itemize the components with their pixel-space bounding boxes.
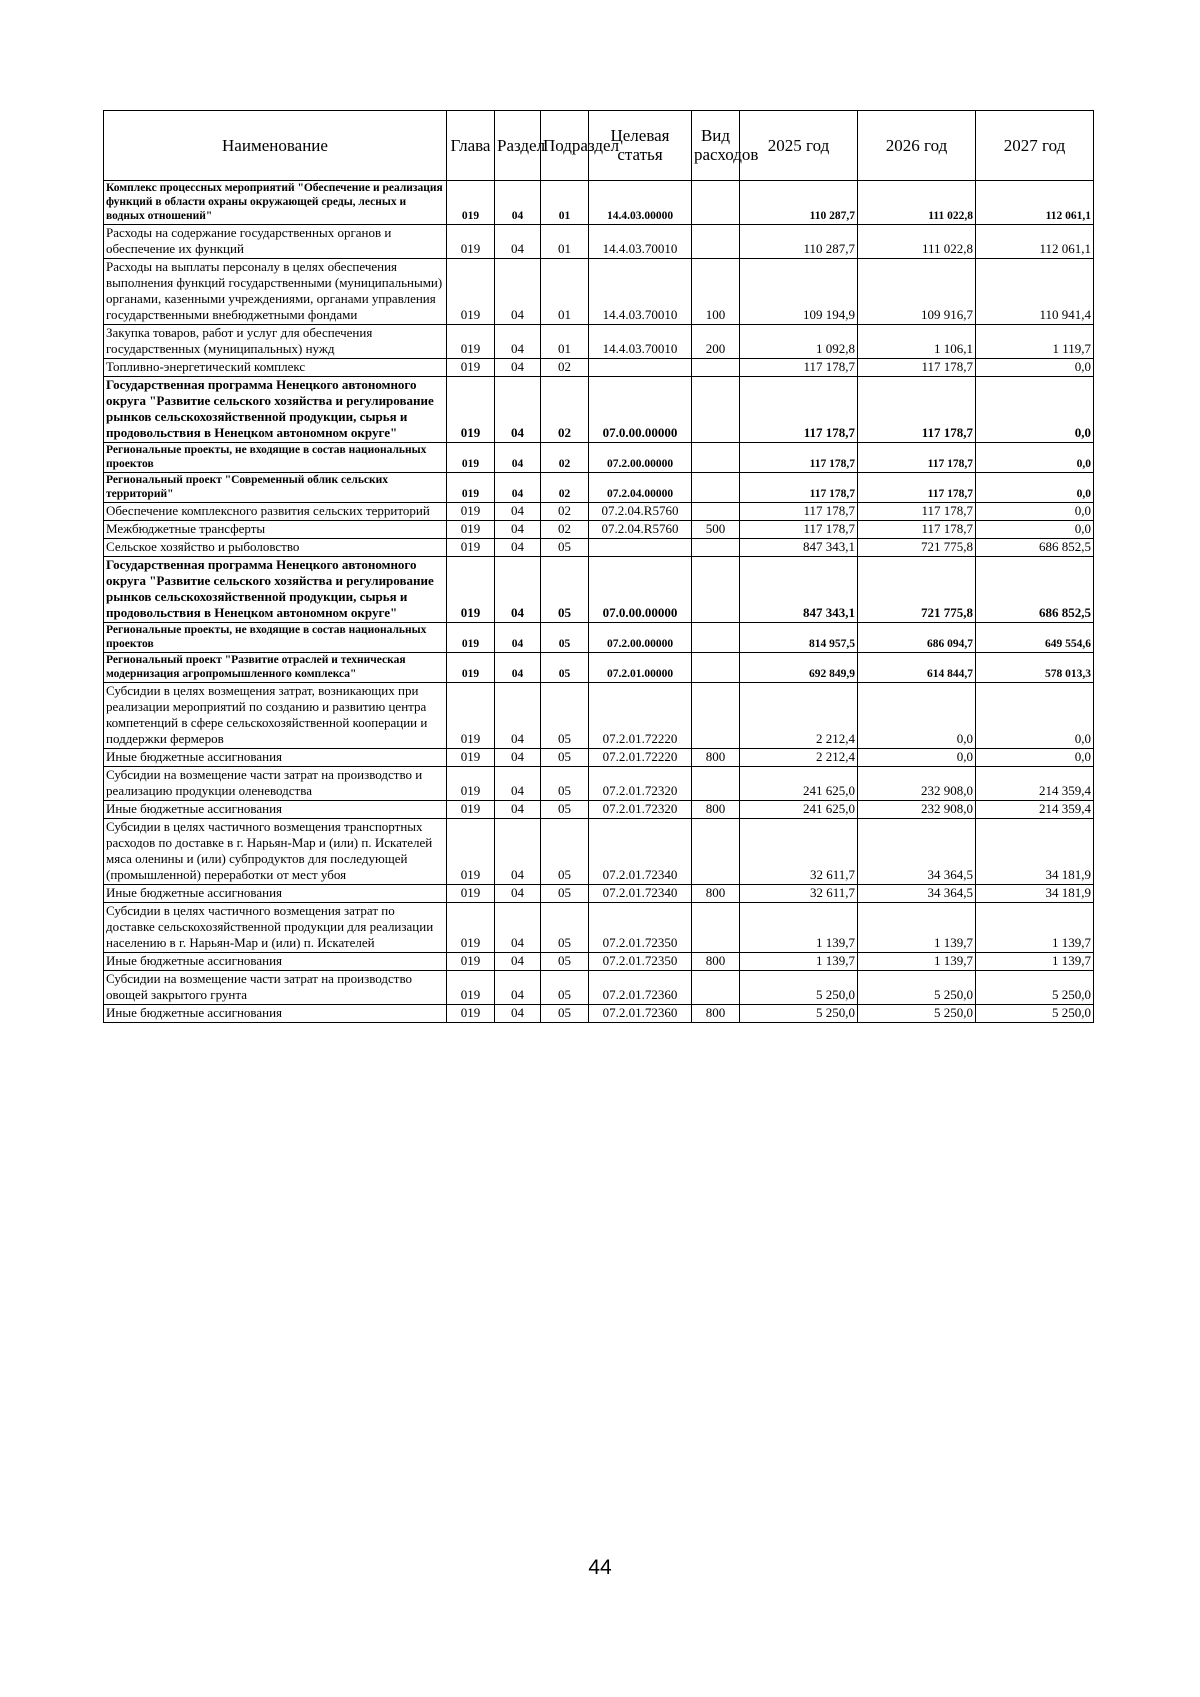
cell-2027: 1 139,7 — [976, 953, 1094, 971]
cell-2026: 117 178,7 — [858, 473, 976, 503]
cell-statya — [589, 539, 692, 557]
cell-2027: 578 013,3 — [976, 653, 1094, 683]
cell-name: Закупка товаров, работ и услуг для обеспечения государственных (муниципальных) нужд — [104, 325, 447, 359]
header-glava: Глава — [447, 111, 495, 181]
cell-2026: 117 178,7 — [858, 503, 976, 521]
cell-2025: 110 287,7 — [740, 181, 858, 225]
cell-statya: 14.4.03.70010 — [589, 325, 692, 359]
cell-podrazdel: 05 — [541, 539, 589, 557]
cell-2026: 232 908,0 — [858, 801, 976, 819]
cell-podrazdel: 02 — [541, 473, 589, 503]
cell-name: Расходы на выплаты персоналу в целях обеспечения выполнения функций государственными (муниципальными) органами, казенными учреждениями, органами управления государственными внебюджетными фондами — [104, 259, 447, 325]
cell-vid: 800 — [692, 749, 740, 767]
cell-podrazdel: 05 — [541, 653, 589, 683]
cell-name: Иные бюджетные ассигнования — [104, 749, 447, 767]
cell-statya: 07.2.01.72360 — [589, 971, 692, 1005]
cell-glava: 019 — [447, 953, 495, 971]
header-2026: 2026 год — [858, 111, 976, 181]
cell-statya: 07.0.00.00000 — [589, 557, 692, 623]
cell-razdel: 04 — [495, 503, 541, 521]
cell-2027: 110 941,4 — [976, 259, 1094, 325]
cell-podrazdel: 05 — [541, 1005, 589, 1023]
cell-razdel: 04 — [495, 767, 541, 801]
cell-2026: 34 364,5 — [858, 819, 976, 885]
table-row — [104, 473, 1094, 503]
cell-2025: 117 178,7 — [740, 503, 858, 521]
cell-2027: 0,0 — [976, 749, 1094, 767]
cell-2026: 1 139,7 — [858, 953, 976, 971]
cell-glava: 019 — [447, 623, 495, 653]
cell-vid: 100 — [692, 259, 740, 325]
cell-vid: 500 — [692, 521, 740, 539]
table-row — [104, 903, 1094, 953]
table-row — [104, 259, 1094, 325]
cell-name: Субсидии в целях частичного возмещения затрат по доставке сельскохозяйственной продукции для реализации населению в г. Нарьян-Мар и (или) п. Искателей — [104, 903, 447, 953]
cell-2027: 0,0 — [976, 443, 1094, 473]
cell-2027: 0,0 — [976, 359, 1094, 377]
cell-vid — [692, 819, 740, 885]
cell-glava: 019 — [447, 683, 495, 749]
cell-2026: 1 106,1 — [858, 325, 976, 359]
table-row — [104, 819, 1094, 885]
cell-2027: 1 139,7 — [976, 903, 1094, 953]
cell-vid — [692, 767, 740, 801]
cell-statya: 07.2.04.00000 — [589, 473, 692, 503]
page-number: 44 — [588, 1556, 612, 1579]
cell-name: Сельское хозяйство и рыболовство — [104, 539, 447, 557]
cell-glava: 019 — [447, 443, 495, 473]
cell-statya: 07.2.04.R5760 — [589, 521, 692, 539]
cell-name: Обеспечение комплексного развития сельских территорий — [104, 503, 447, 521]
cell-vid: 800 — [692, 801, 740, 819]
cell-podrazdel: 05 — [541, 767, 589, 801]
cell-statya: 14.4.03.00000 — [589, 181, 692, 225]
cell-name: Субсидии в целях частичного возмещения транспортных расходов по доставке в г. Нарьян-Мар и (или) п. Искателей мяса оленины и (или) субпродуктов для последующей (промышленной) переработки от мест убоя — [104, 819, 447, 885]
cell-razdel: 04 — [495, 539, 541, 557]
cell-glava: 019 — [447, 181, 495, 225]
cell-razdel: 04 — [495, 749, 541, 767]
cell-podrazdel: 05 — [541, 801, 589, 819]
cell-2027: 34 181,9 — [976, 885, 1094, 903]
cell-2027: 214 359,4 — [976, 767, 1094, 801]
cell-2026: 111 022,8 — [858, 181, 976, 225]
cell-podrazdel: 02 — [541, 443, 589, 473]
cell-2025: 241 625,0 — [740, 767, 858, 801]
cell-name: Иные бюджетные ассигнования — [104, 1005, 447, 1023]
cell-glava: 019 — [447, 259, 495, 325]
cell-podrazdel: 02 — [541, 521, 589, 539]
cell-razdel: 04 — [495, 801, 541, 819]
cell-podrazdel: 05 — [541, 953, 589, 971]
cell-glava: 019 — [447, 749, 495, 767]
cell-statya: 07.2.04.R5760 — [589, 503, 692, 521]
cell-razdel: 04 — [495, 623, 541, 653]
cell-razdel: 04 — [495, 325, 541, 359]
cell-2026: 117 178,7 — [858, 359, 976, 377]
cell-2027: 0,0 — [976, 503, 1094, 521]
cell-razdel: 04 — [495, 903, 541, 953]
cell-name: Региональный проект "Развитие отраслей и техническая модернизация агропромышленного комплекса" — [104, 653, 447, 683]
cell-statya: 07.2.01.72220 — [589, 683, 692, 749]
cell-2025: 117 178,7 — [740, 473, 858, 503]
cell-2025: 117 178,7 — [740, 521, 858, 539]
header-statya: Целевая статья — [589, 111, 692, 181]
cell-2025: 117 178,7 — [740, 443, 858, 473]
cell-vid — [692, 903, 740, 953]
cell-razdel: 04 — [495, 181, 541, 225]
cell-podrazdel: 01 — [541, 259, 589, 325]
table-row — [104, 885, 1094, 903]
cell-2027: 0,0 — [976, 377, 1094, 443]
cell-2026: 117 178,7 — [858, 521, 976, 539]
header-vid: Вид расходов — [692, 111, 740, 181]
cell-vid — [692, 503, 740, 521]
table-row — [104, 181, 1094, 225]
cell-razdel: 04 — [495, 653, 541, 683]
cell-name: Субсидии на возмещение части затрат на производство и реализацию продукции оленеводства — [104, 767, 447, 801]
cell-glava: 019 — [447, 653, 495, 683]
table-row — [104, 653, 1094, 683]
cell-vid: 800 — [692, 1005, 740, 1023]
cell-statya: 07.2.01.72350 — [589, 903, 692, 953]
budget-table — [103, 110, 1094, 1023]
cell-2025: 1 139,7 — [740, 903, 858, 953]
cell-podrazdel: 02 — [541, 359, 589, 377]
cell-glava: 019 — [447, 971, 495, 1005]
cell-2027: 112 061,1 — [976, 225, 1094, 259]
cell-vid — [692, 225, 740, 259]
cell-2025: 2 212,4 — [740, 683, 858, 749]
cell-2025: 692 849,9 — [740, 653, 858, 683]
cell-2025: 32 611,7 — [740, 819, 858, 885]
cell-razdel: 04 — [495, 473, 541, 503]
cell-2027: 34 181,9 — [976, 819, 1094, 885]
cell-2026: 117 178,7 — [858, 377, 976, 443]
table-row — [104, 971, 1094, 1005]
cell-statya: 14.4.03.70010 — [589, 259, 692, 325]
cell-statya — [589, 359, 692, 377]
cell-razdel: 04 — [495, 1005, 541, 1023]
cell-vid — [692, 653, 740, 683]
cell-statya: 14.4.03.70010 — [589, 225, 692, 259]
cell-2025: 117 178,7 — [740, 359, 858, 377]
cell-2027: 112 061,1 — [976, 181, 1094, 225]
cell-razdel: 04 — [495, 359, 541, 377]
table-row — [104, 539, 1094, 557]
cell-statya: 07.2.01.72350 — [589, 953, 692, 971]
table-row — [104, 801, 1094, 819]
cell-glava: 019 — [447, 557, 495, 623]
cell-2026: 686 094,7 — [858, 623, 976, 653]
cell-glava: 019 — [447, 503, 495, 521]
cell-vid — [692, 359, 740, 377]
cell-glava: 019 — [447, 325, 495, 359]
cell-name: Иные бюджетные ассигнования — [104, 885, 447, 903]
cell-name: Региональные проекты, не входящие в состав национальных проектов — [104, 623, 447, 653]
cell-vid — [692, 557, 740, 623]
cell-podrazdel: 05 — [541, 903, 589, 953]
cell-name: Государственная программа Ненецкого автономного округа "Развитие сельского хозяйства и регулирование рынков сельскохозяйственной продукции, сырья и продовольствия в Ненецком автономном округе" — [104, 377, 447, 443]
cell-2025: 5 250,0 — [740, 971, 858, 1005]
table-row — [104, 443, 1094, 473]
cell-razdel: 04 — [495, 971, 541, 1005]
cell-glava: 019 — [447, 377, 495, 443]
cell-vid — [692, 539, 740, 557]
table-row — [104, 359, 1094, 377]
cell-podrazdel: 01 — [541, 181, 589, 225]
table-row — [104, 377, 1094, 443]
cell-razdel: 04 — [495, 521, 541, 539]
cell-name: Иные бюджетные ассигнования — [104, 953, 447, 971]
cell-glava: 019 — [447, 225, 495, 259]
table-row — [104, 953, 1094, 971]
cell-2025: 241 625,0 — [740, 801, 858, 819]
cell-vid — [692, 181, 740, 225]
cell-2027: 686 852,5 — [976, 557, 1094, 623]
cell-2026: 614 844,7 — [858, 653, 976, 683]
cell-2025: 110 287,7 — [740, 225, 858, 259]
cell-podrazdel: 05 — [541, 885, 589, 903]
cell-2025: 847 343,1 — [740, 539, 858, 557]
cell-podrazdel: 05 — [541, 819, 589, 885]
table-row — [104, 749, 1094, 767]
cell-2025: 32 611,7 — [740, 885, 858, 903]
cell-2026: 34 364,5 — [858, 885, 976, 903]
cell-2026: 232 908,0 — [858, 767, 976, 801]
cell-statya: 07.2.01.72320 — [589, 767, 692, 801]
table-row — [104, 623, 1094, 653]
cell-2027: 0,0 — [976, 473, 1094, 503]
cell-2027: 686 852,5 — [976, 539, 1094, 557]
cell-razdel: 04 — [495, 557, 541, 623]
cell-2025: 1 139,7 — [740, 953, 858, 971]
cell-podrazdel: 01 — [541, 225, 589, 259]
cell-vid — [692, 377, 740, 443]
cell-podrazdel: 02 — [541, 503, 589, 521]
cell-statya: 07.2.01.72220 — [589, 749, 692, 767]
cell-statya: 07.2.01.72340 — [589, 819, 692, 885]
cell-name: Межбюджетные трансферты — [104, 521, 447, 539]
cell-razdel: 04 — [495, 885, 541, 903]
cell-2025: 847 343,1 — [740, 557, 858, 623]
cell-2025: 1 092,8 — [740, 325, 858, 359]
cell-name: Региональный проект "Современный облик сельских территорий" — [104, 473, 447, 503]
cell-glava: 019 — [447, 819, 495, 885]
cell-glava: 019 — [447, 359, 495, 377]
cell-vid: 800 — [692, 885, 740, 903]
table-row — [104, 521, 1094, 539]
cell-2026: 0,0 — [858, 683, 976, 749]
cell-razdel: 04 — [495, 953, 541, 971]
cell-podrazdel: 01 — [541, 325, 589, 359]
cell-glava: 019 — [447, 885, 495, 903]
cell-2027: 5 250,0 — [976, 971, 1094, 1005]
cell-vid — [692, 473, 740, 503]
cell-2026: 111 022,8 — [858, 225, 976, 259]
cell-glava: 019 — [447, 767, 495, 801]
cell-2026: 109 916,7 — [858, 259, 976, 325]
table-row — [104, 325, 1094, 359]
header-2025: 2025 год — [740, 111, 858, 181]
cell-razdel: 04 — [495, 819, 541, 885]
cell-vid — [692, 623, 740, 653]
cell-2026: 5 250,0 — [858, 971, 976, 1005]
cell-statya: 07.2.01.00000 — [589, 653, 692, 683]
cell-vid — [692, 683, 740, 749]
table-row — [104, 557, 1094, 623]
cell-2025: 117 178,7 — [740, 377, 858, 443]
cell-2027: 649 554,6 — [976, 623, 1094, 653]
cell-glava: 019 — [447, 473, 495, 503]
cell-statya: 07.2.01.72360 — [589, 1005, 692, 1023]
cell-2026: 721 775,8 — [858, 539, 976, 557]
cell-podrazdel: 05 — [541, 683, 589, 749]
cell-2026: 1 139,7 — [858, 903, 976, 953]
cell-2027: 214 359,4 — [976, 801, 1094, 819]
cell-statya: 07.2.01.72340 — [589, 885, 692, 903]
table-row — [104, 683, 1094, 749]
cell-statya: 07.0.00.00000 — [589, 377, 692, 443]
header-podrazdel: Подраздел — [541, 111, 589, 181]
cell-glava: 019 — [447, 1005, 495, 1023]
cell-2026: 5 250,0 — [858, 1005, 976, 1023]
cell-razdel: 04 — [495, 259, 541, 325]
cell-razdel: 04 — [495, 443, 541, 473]
table-row — [104, 1005, 1094, 1023]
cell-2027: 0,0 — [976, 683, 1094, 749]
cell-2025: 5 250,0 — [740, 1005, 858, 1023]
cell-2027: 1 119,7 — [976, 325, 1094, 359]
cell-podrazdel: 05 — [541, 623, 589, 653]
cell-podrazdel: 05 — [541, 749, 589, 767]
cell-statya: 07.2.00.00000 — [589, 443, 692, 473]
cell-name: Иные бюджетные ассигнования — [104, 801, 447, 819]
cell-vid: 200 — [692, 325, 740, 359]
cell-2027: 5 250,0 — [976, 1005, 1094, 1023]
cell-name: Расходы на содержание государственных органов и обеспечение их функций — [104, 225, 447, 259]
cell-2026: 721 775,8 — [858, 557, 976, 623]
cell-podrazdel: 05 — [541, 971, 589, 1005]
cell-vid — [692, 971, 740, 1005]
cell-statya: 07.2.01.72320 — [589, 801, 692, 819]
cell-vid: 800 — [692, 953, 740, 971]
cell-2025: 814 957,5 — [740, 623, 858, 653]
cell-razdel: 04 — [495, 225, 541, 259]
cell-podrazdel: 02 — [541, 377, 589, 443]
header-row — [104, 111, 1094, 181]
header-2027: 2027 год — [976, 111, 1094, 181]
cell-razdel: 04 — [495, 683, 541, 749]
header-name: Наименование — [104, 111, 447, 181]
cell-name: Топливно-энергетический комплекс — [104, 359, 447, 377]
cell-name: Региональные проекты, не входящие в состав национальных проектов — [104, 443, 447, 473]
cell-name: Субсидии на возмещение части затрат на производство овощей закрытого грунта — [104, 971, 447, 1005]
cell-2026: 0,0 — [858, 749, 976, 767]
cell-2026: 117 178,7 — [858, 443, 976, 473]
cell-2025: 2 212,4 — [740, 749, 858, 767]
cell-glava: 019 — [447, 801, 495, 819]
cell-glava: 019 — [447, 903, 495, 953]
table-row — [104, 767, 1094, 801]
cell-name: Государственная программа Ненецкого автономного округа "Развитие сельского хозяйства и регулирование рынков сельскохозяйственной продукции, сырья и продовольствия в Ненецком автономном округе" — [104, 557, 447, 623]
cell-razdel: 04 — [495, 377, 541, 443]
table-row — [104, 503, 1094, 521]
cell-name: Комплекс процессных мероприятий "Обеспечение и реализация функций в области охраны окружающей среды, лесных и водных отношений" — [104, 181, 447, 225]
cell-name: Субсидии в целях возмещения затрат, возникающих при реализации мероприятий по созданию и развитию центра компетенций в сфере сельскохозяйственной кооперации и поддержки фермеров — [104, 683, 447, 749]
table-row — [104, 225, 1094, 259]
cell-podrazdel: 05 — [541, 557, 589, 623]
cell-glava: 019 — [447, 539, 495, 557]
cell-statya: 07.2.00.00000 — [589, 623, 692, 653]
cell-vid — [692, 443, 740, 473]
cell-glava: 019 — [447, 521, 495, 539]
cell-2025: 109 194,9 — [740, 259, 858, 325]
cell-2027: 0,0 — [976, 521, 1094, 539]
header-razdel: Раздел — [495, 111, 541, 181]
table-body — [104, 181, 1094, 1023]
